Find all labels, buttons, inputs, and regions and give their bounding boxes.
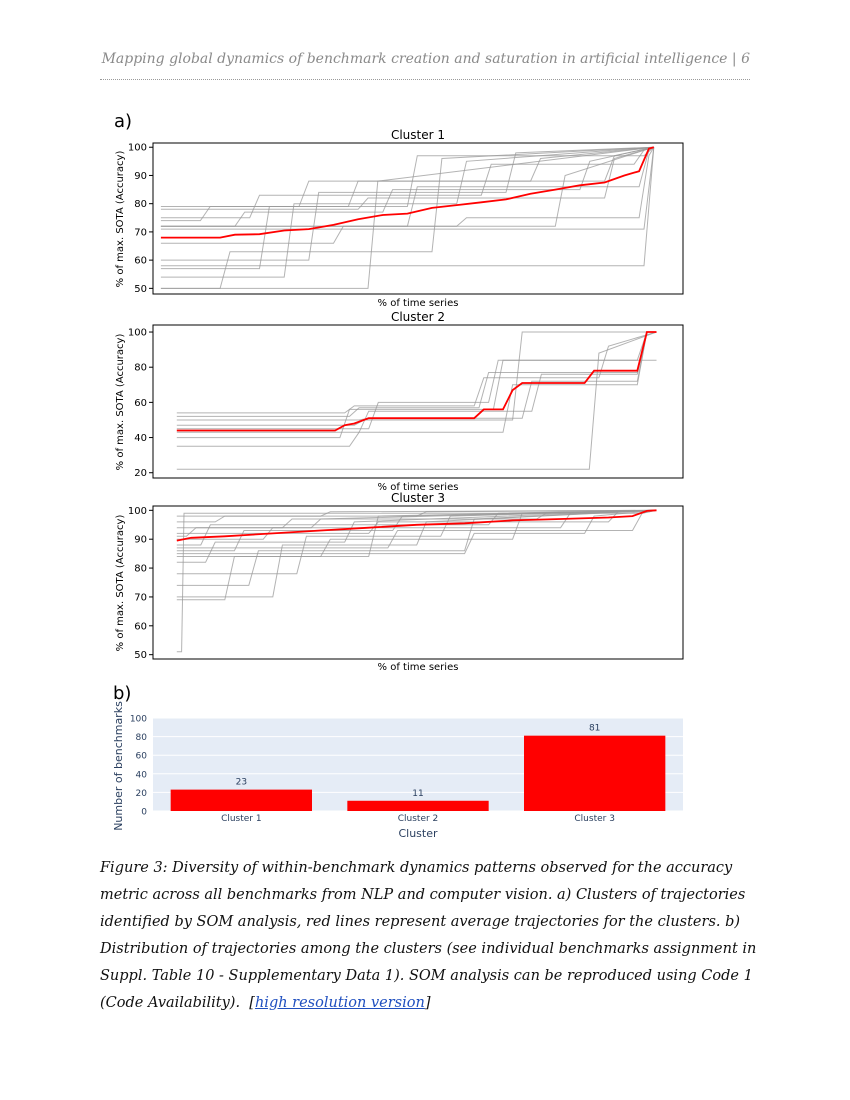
y-tick-label: 50 [134, 650, 147, 662]
y-tick-label: 70 [134, 227, 147, 239]
bar [347, 801, 488, 811]
y-axis-ticks [128, 143, 153, 295]
bar-value-label: 11 [412, 788, 424, 799]
y-tick-label: 60 [134, 397, 147, 409]
y-tick-label: 60 [135, 751, 147, 762]
benchmark-trajectory-line [177, 510, 657, 600]
y-tick-label: 90 [134, 170, 147, 182]
y-tick-label: 50 [134, 283, 147, 295]
y-tick-label: 100 [129, 714, 147, 725]
y-axis-label: % of max. SOTA (Accuracy) [115, 150, 126, 288]
y-tick-label: 80 [135, 733, 147, 744]
benchmark-trajectory-line [161, 147, 654, 277]
y-tick-label: 100 [127, 327, 147, 339]
chart-title: Cluster 2 [390, 310, 446, 324]
y-tick-label: 80 [134, 199, 147, 211]
plot-frame [153, 325, 683, 478]
y-tick-label: 80 [134, 362, 147, 374]
plot-frame [153, 506, 683, 659]
y-tick-label: 80 [134, 563, 147, 575]
y-axis-label: Number of benchmarks [112, 701, 125, 831]
panel-a-label: a) [114, 111, 133, 132]
bar [171, 790, 312, 811]
caption-text: Figure 3: Diversity of within-benchmark dynamics patterns observed for the accuracy metric across all benchmarks from NLP and computer vision. a) Clusters of trajectories identified by SOM analysis, red lines represent average trajectories for the clusters. b) Distribution of trajectories among the clusters (see individual benchmarks assignment in Suppl. Table 10 - Supplementary Data 1). SOM analysis can be reproduced using Code 1 (Code Availability). [100, 860, 757, 1011]
y-tick-label: 20 [134, 468, 147, 480]
chart-title: Cluster 3 [390, 491, 446, 505]
y-axis-ticks [128, 506, 153, 661]
figure-caption [100, 855, 760, 1017]
cluster-distribution-bar-chart [112, 701, 683, 840]
x-tick-label: Cluster 1 [221, 814, 262, 824]
y-tick-label: 0 [141, 807, 147, 818]
benchmark-trajectory-line [177, 360, 657, 437]
benchmark-trajectory-line [177, 332, 657, 420]
x-tick-label: Cluster 3 [574, 814, 615, 824]
benchmark-trajectory-line [161, 147, 654, 229]
cluster-3-chart [115, 491, 683, 673]
panel-b-label: b) [113, 683, 132, 704]
benchmark-trajectory-line [177, 510, 657, 652]
y-tick-label: 60 [134, 255, 147, 267]
benchmark-trajectory-line [177, 332, 657, 469]
bar-value-label: 81 [588, 723, 601, 734]
x-tick-label: Cluster 2 [397, 814, 439, 824]
y-tick-label: 90 [134, 534, 147, 546]
benchmark-trajectory-line [161, 147, 654, 218]
y-axis-label: % of max. SOTA (Accuracy) [115, 333, 126, 471]
benchmark-trajectory-line [161, 147, 654, 268]
x-axis-label: % of time series [377, 662, 459, 673]
y-tick-label: 70 [134, 592, 147, 604]
y-tick-label: 20 [135, 788, 147, 799]
bar [524, 736, 665, 811]
y-axis-label: % of max. SOTA (Accuracy) [115, 514, 126, 652]
trajectory-lines [177, 332, 657, 469]
y-tick-label: 60 [134, 621, 147, 633]
trajectory-lines [161, 147, 654, 288]
trajectory-lines [177, 510, 657, 652]
benchmark-trajectory-line [177, 332, 657, 429]
caption-link-bracket-close: ] [424, 995, 431, 1011]
y-tick-label: 40 [135, 770, 147, 781]
cluster-2-chart [115, 310, 683, 493]
cluster-1-chart [115, 128, 683, 309]
plot-frame [153, 143, 683, 294]
high-resolution-link[interactable]: high resolution version [254, 995, 425, 1011]
y-axis-ticks [128, 328, 153, 480]
running-header: Mapping global dynamics of benchmark creation and saturation in artificial intelligence | 6 [101, 51, 750, 67]
x-axis-label: % of time series [377, 482, 459, 493]
y-tick-label: 100 [127, 142, 147, 154]
x-axis-label: Cluster [398, 827, 438, 840]
caption-link-bracket-open: [ [249, 995, 255, 1011]
bar-value-label: 23 [235, 777, 248, 788]
x-axis-label: % of time series [377, 298, 459, 309]
y-axis-ticks [130, 715, 147, 818]
y-tick-label: 40 [134, 433, 147, 445]
chart-title: Cluster 1 [390, 128, 446, 142]
y-tick-label: 100 [127, 505, 147, 517]
